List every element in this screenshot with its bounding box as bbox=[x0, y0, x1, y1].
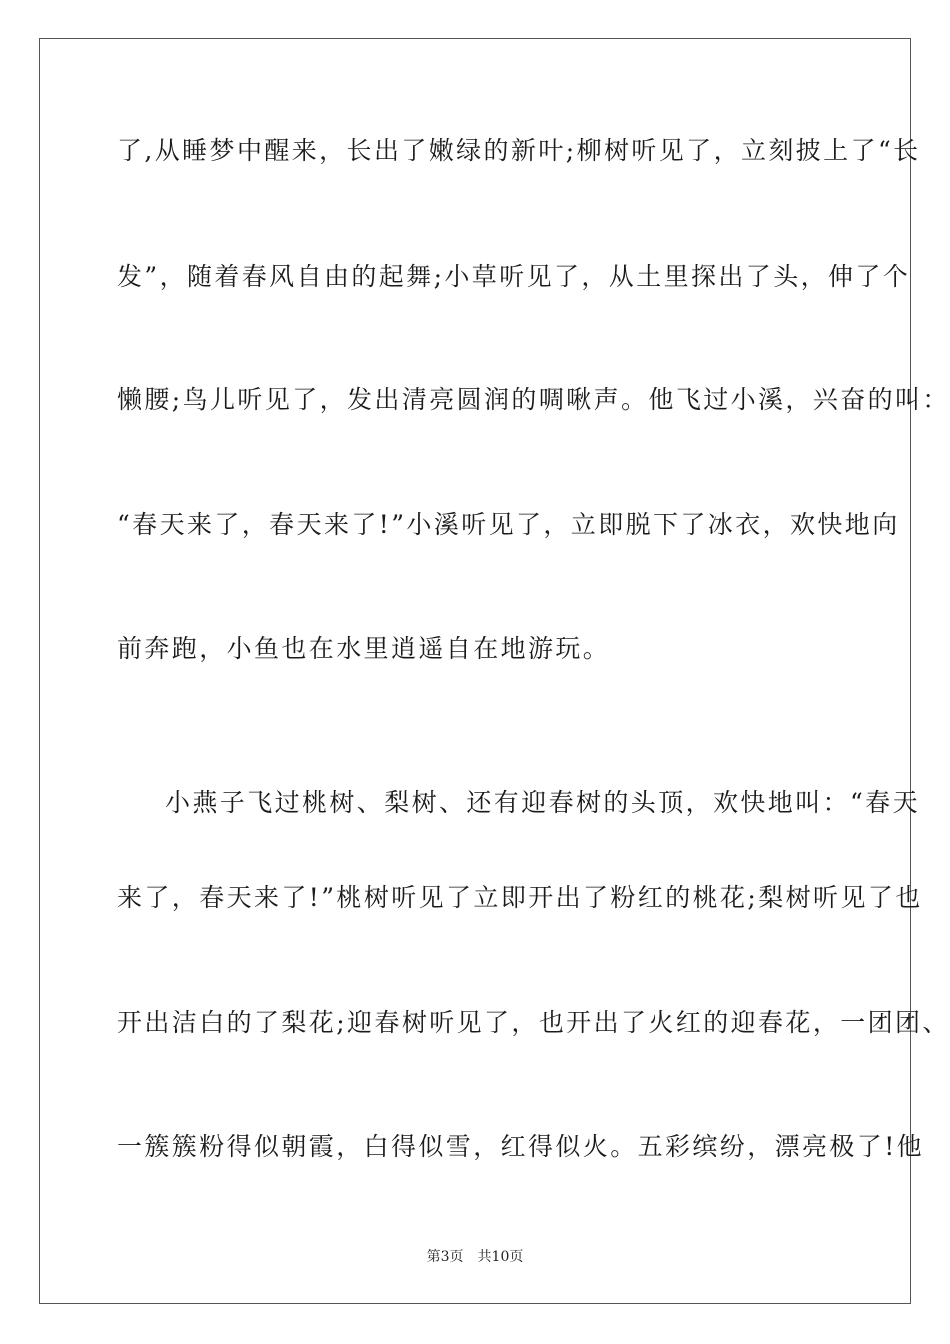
paragraph-line-3: 懒腰;鸟儿听见了，发出清亮圆润的啁啾声。他飞过小溪，兴奋的叫： bbox=[117, 385, 950, 414]
paragraph-line-2: 发”，随着春风自由的起舞;小草听见了，从土里探出了头，伸了个 bbox=[117, 262, 911, 291]
paragraph-line-4: “春天来了，春天来了!”小溪听见了，立即脱下了冰衣，欢快地向 bbox=[117, 510, 900, 539]
page-number: 第3页 bbox=[426, 1249, 464, 1265]
paragraph-2-line-1: 小燕子飞过桃树、梨树、还有迎春树的头顶，欢快地叫：“春天 bbox=[165, 788, 920, 817]
paragraph-line-1: 了,从睡梦中醒来，长出了嫩绿的新叶;柳树听见了，立刻披上了“长 bbox=[117, 136, 921, 165]
page-footer bbox=[0, 1247, 950, 1267]
total-pages: 共10页 bbox=[477, 1249, 524, 1265]
paragraph-2-line-3: 开出洁白的了梨花;迎春树听见了，也开出了火红的迎春花，一团团、 bbox=[117, 1008, 950, 1037]
page-border bbox=[39, 38, 950, 1304]
paragraph-2-line-4: 一簇簇粉得似朝霞，白得似雪，红得似火。五彩缤纷，漂亮极了!他 bbox=[117, 1132, 925, 1161]
paragraph-2-line-2: 来了，春天来了!”桃树听见了立即开出了粉红的桃花;梨树听见了也 bbox=[117, 883, 923, 912]
paragraph-line-5: 前奔跑，小鱼也在水里逍遥自在地游玩。 bbox=[117, 634, 611, 663]
